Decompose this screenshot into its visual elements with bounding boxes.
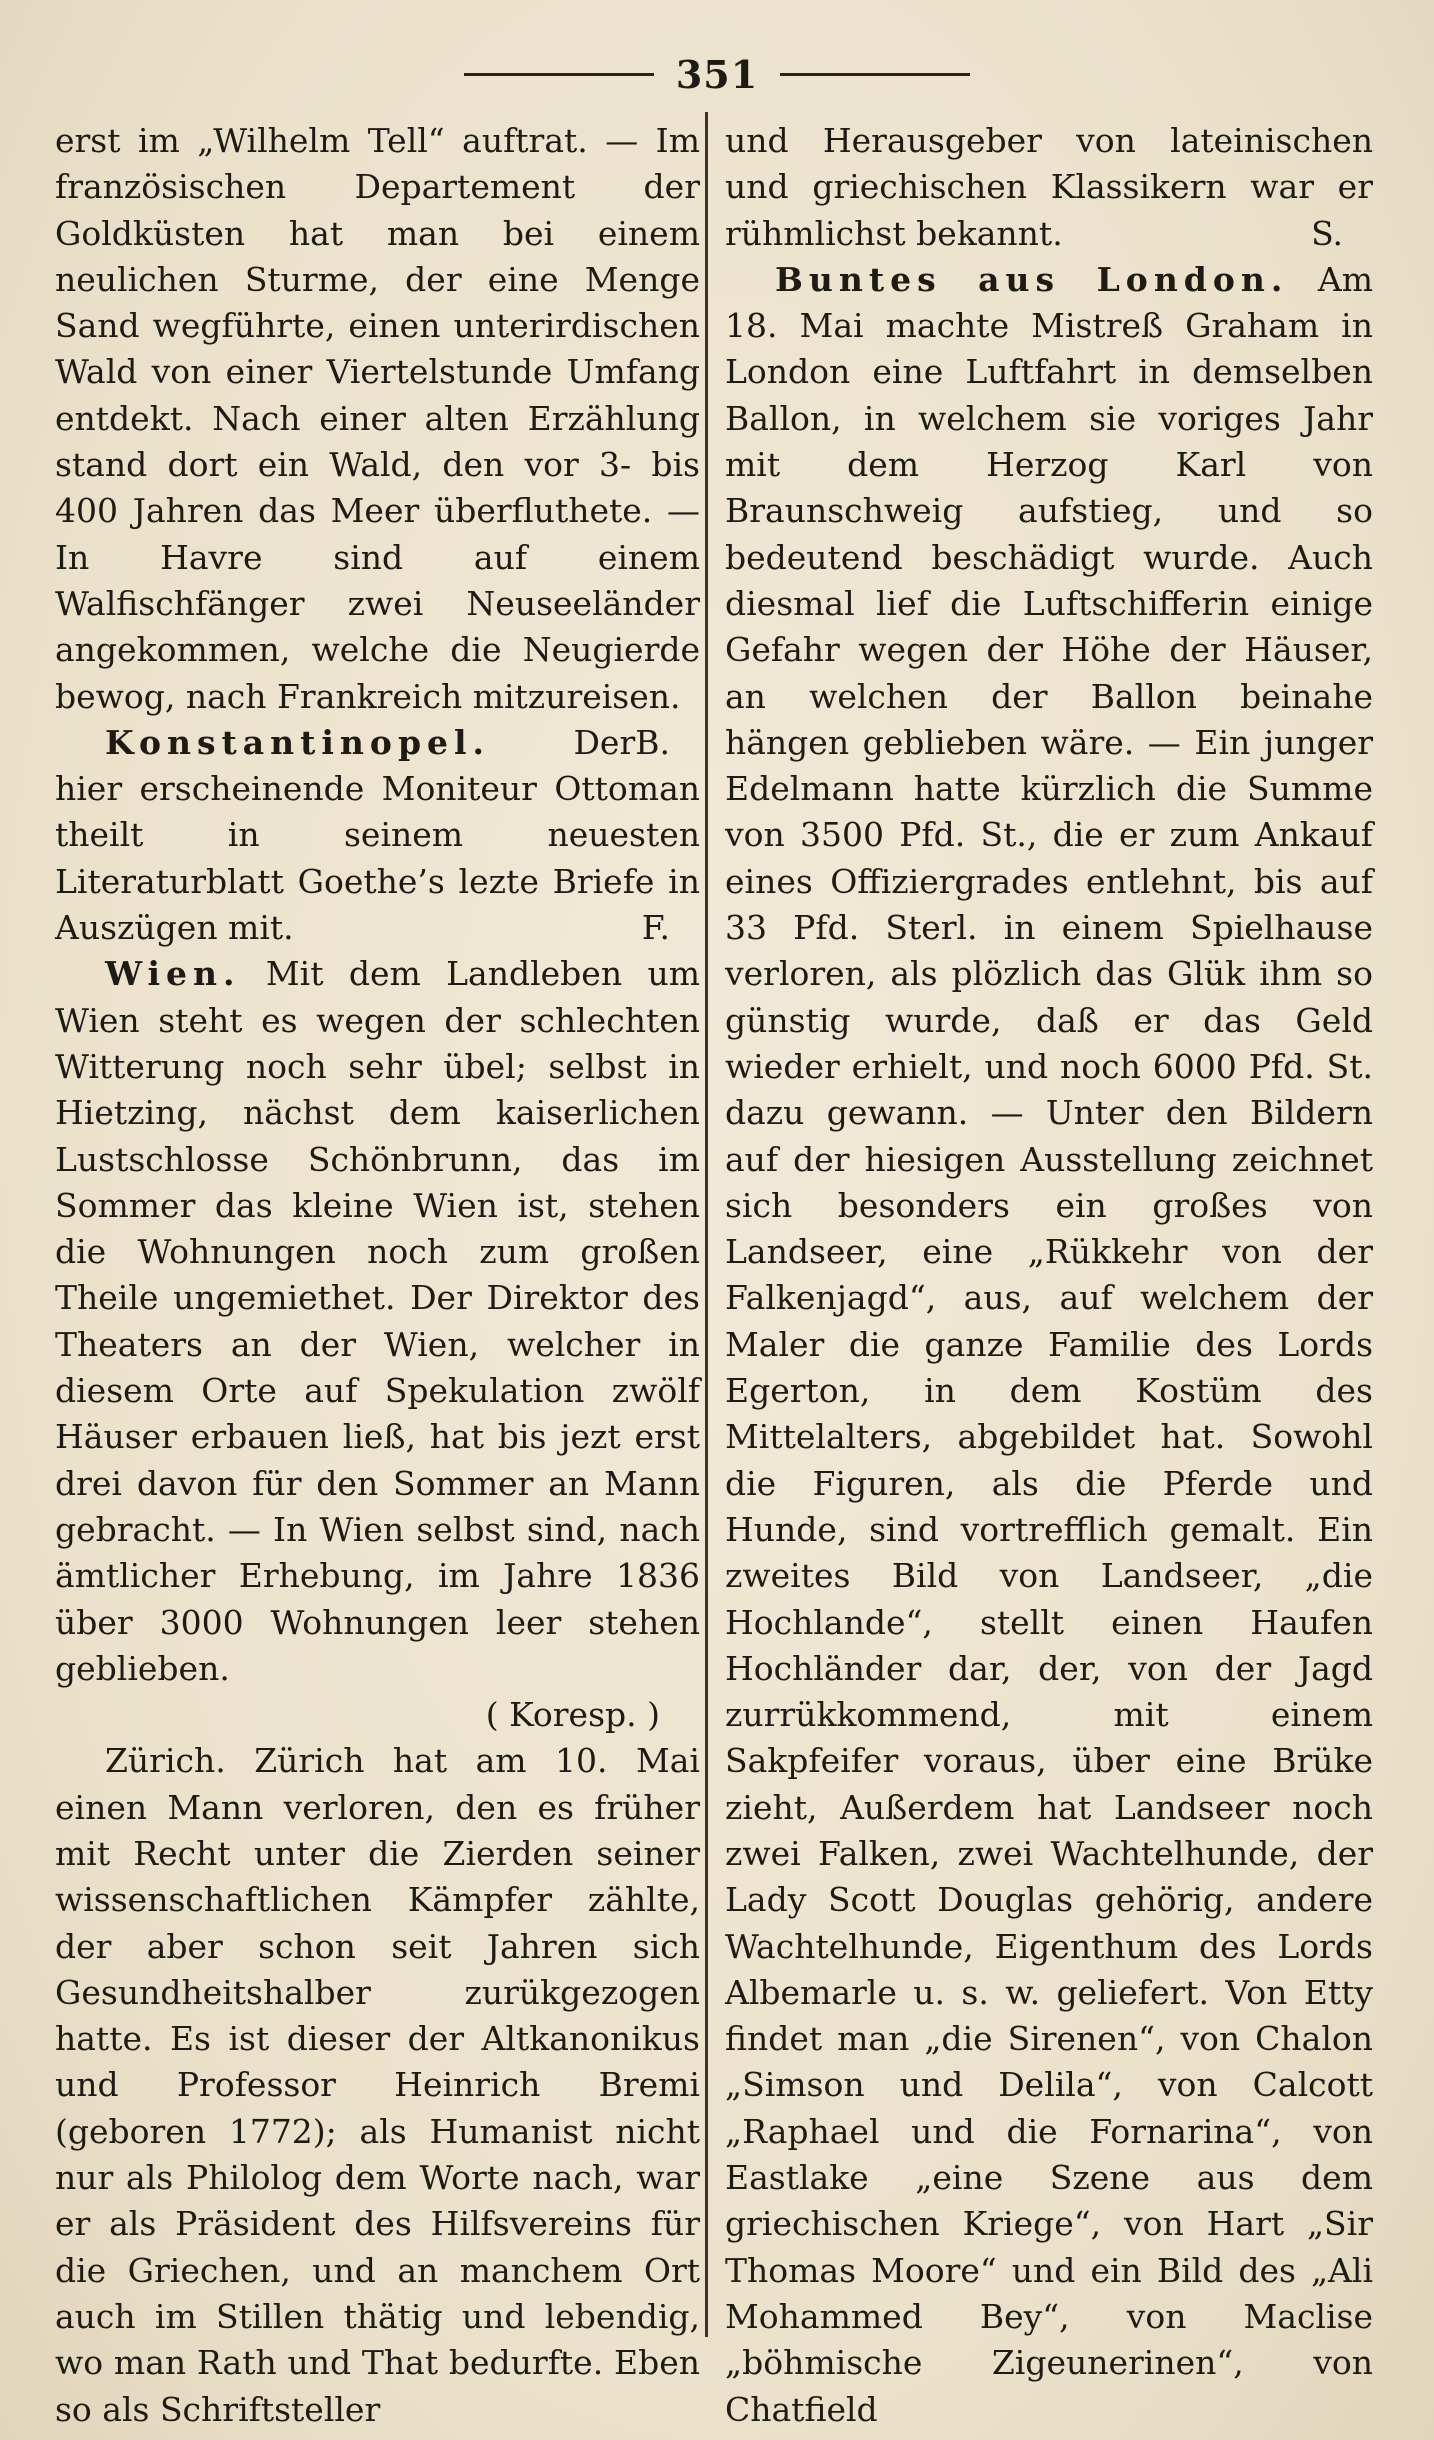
column-divider [705, 112, 708, 2337]
article-wien [55, 951, 700, 1738]
article-zuerich-continued [725, 118, 1373, 257]
article-text: Zürich hat am 10. Mai einen Mann verloren, den es früher mit Recht unter die Zierden seiner wissenschaftlichen Kämpfer zählte, der aber schon seit Jahren sich Gesundheitshalber zurükgezogen hatte. Es ist dieser der Altkanonikus und Professor Heinrich Bremi (geboren 1772); als Humanist nicht nur als Philolog dem Worte nach, war er als Präsident des Hilfsvereins für die Griechen, und an manchem Ort auch im Stillen thätig und lebendig, wo man Rath und That bedurfte. Eben so als Schriftsteller [55, 1741, 700, 2429]
article-signature: S. [1311, 213, 1343, 253]
article-text: Mit dem Landleben um Wien steht es wegen der schlechten Witterung noch sehr übel; selbst in Hietzing, nächst dem kaiserlichen Lustschlosse Schönbrunn, das im Sommer das kleine Wien ist, stehen die Wohnungen noch zum großen Theile ungemiethet. Der Direktor des Theaters an der Wien, welcher in diesem Orte auf Spekulation zwölf Häuser erbauen ließ, hat bis jezt erst drei davon für den Sommer an Mann gebracht. — In Wien selbst sind, nach ämtlicher Erhebung, im Jahre 1836 über 3000 Wohnungen leer stehen geblieben. [55, 954, 700, 1688]
article-signature: B. [635, 722, 670, 762]
article-text: und Herausgeber von lateinischen und griechischen Klassikern war er rühmlichst bekannt. [725, 121, 1373, 253]
header-rule-right [780, 73, 970, 76]
article-text: erst im „Wilhelm Tell“ auftrat. — Im französischen Departement der Goldküsten hat man bei einem neulichen Sturme, der eine Menge Sand wegführte, einen unterirdischen Wald von einer Viertelstunde Umfang entdekt. Nach einer alten Erzählung stand dort ein Wald, den vor 3- bis 400 Jahren das Meer überfluthete. — In Havre sind auf einem Walfischfänger zwei Neuseeländer angekommen, welche die Neugierde bewog, nach Frankreich mitzureisen. [55, 121, 700, 716]
left-column [55, 118, 700, 2433]
page-number: 351 [675, 51, 759, 97]
article-text: Am 18. Mai machte Mistreß Graham in London eine Luftfahrt in demselben Ballon, in welchem sie voriges Jahr mit dem Herzog Karl von Braunschweig aufstieg, und so bedeutend beschädigt wurde. Auch diesmal lief die Luftschifferin einige Gefahr wegen der Höhe der Häuser, an welchen der Ballon beinahe hängen geblieben wäre. — Ein junger Edelmann hatte kürzlich die Summe von 3500 Pfd. St., die er zum Ankauf eines Offiziergrades entlehnt, bis auf 33 Pfd. Sterl. in einem Spielhause verloren, als plözlich das Glük ihm so günstig wurde, daß er das Geld wieder erhielt, und noch 6000 Pfd. St. dazu gewann. — Unter den Bildern auf der hiesigen Ausstellung zeichnet sich besonders ein großes von Landseer, eine „Rükkehr von der Falkenjagd“, aus, auf welchem der Maler die ganze Familie des Lords Egerton, in dem Kostüm des Mittelalters, abgebildet hat. Sowohl die Figuren, als die Pferde und Hunde, sind vortrefflich gemalt. Ein zweites Bild von Landseer, „die Hochlande“, stellt einen Haufen Hochländer dar, der, von der Jagd zurrükkommend, mit einem Sakpfeifer voraus, über eine Brüke zieht, Außerdem hat Landseer noch zwei Falken, zwei Wachtelhunde, der Lady Scott Douglas gehörig, andere Wachtelhunde, Eigenthum des Lords Albemarle u. s. w. geliefert. Von Etty findet man „die Sirenen“, von Chalon „Simson und Delila“, von Calcott „Raphael und die Fornarina“, von Eastlake „eine Szene aus dem griechischen Kriege“, von Hart „Sir Thomas Moore“ und ein Bild des „Ali Mohammed Bey“, von Maclise „böhmische Zigeunerinen“, von Chatfield [725, 259, 1373, 2429]
article-konstantinopel [55, 720, 700, 951]
article-signature: F. [641, 908, 670, 948]
article-heading: Konstantinopel. [105, 722, 491, 762]
article-heading: Wien. [105, 954, 241, 994]
header-rule-left [464, 73, 654, 76]
article-signature: ( Koresp. ) [485, 1695, 660, 1735]
article-heading: Zürich. [105, 1741, 226, 1781]
article-zuerich [55, 1738, 700, 2432]
page-header [0, 44, 1434, 104]
article-heading: Buntes aus London. [775, 259, 1289, 299]
right-column [725, 118, 1373, 2433]
article-text: Der hier erscheinende Moniteur Ottoman theilt in seinem neuesten Literaturblatt Goethe’s lezte Briefe in Auszügen mit. [55, 722, 700, 948]
article-london [725, 257, 1373, 2433]
